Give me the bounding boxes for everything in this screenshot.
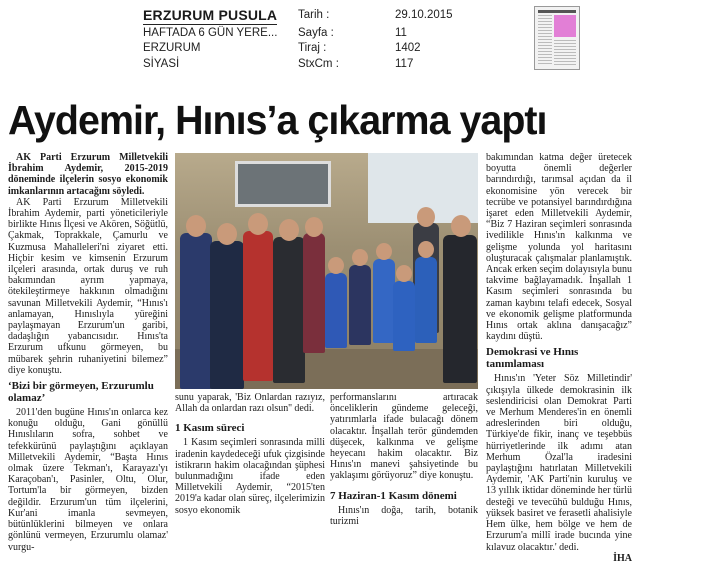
stxcm-label: StxCm : (298, 58, 339, 70)
paragraph: 1 Kasım seçimleri sonrasında milli iradenin kaydedeceği ufuk çizgisinde istikrarın hakim olacağından şüphesi bulunmadığını ifade eden Milletvekili Aydemir, “2015'ten 2019'a kadar olan süreç, ilçelerimizin sosyo ekonomik (175, 437, 325, 516)
publication-name: ERZURUM PUSULA (143, 7, 278, 23)
article-column-3 (330, 392, 478, 527)
subheading: 7 Haziran-1 Kasım dönemi (330, 489, 457, 502)
date-label: Tarih : (298, 9, 330, 21)
paragraph: bakımından katma değer üretecek boyutta önemli değerler barındırdığı, tarımsal açıdan da il ekonomisine yön verecek bir tecrübe ve potansiyel barındırdığına işaret eden Milletvekili Aydemir, “Biz 7 Haziran seçimleri sonrasında ivedilikle Hınıs'ın kalkınma ve gelişme yolunda yol haritasını oluşturacak çalışmalar planlamıştık. Ancak erken seçim dolayısıyla bunu takvime bağlayamadık. İnşallah 1 Kasım seçimleri sonrasında bu zaman kaybını telafi edecek, Sosyal ve ekonomik gelişme platformunda Hınıs ortak aklına danışacağız” kaydını düştü. (486, 152, 632, 343)
paragraph: 2011'den bugüne Hınıs'ın onlarca kez konuğu olduğu, Gani gönüllü Hınıslıların sofra, sohbet ve tefekkürünü paylaştığını açıklayan Milletvekili Aydemir, “Başta Hınıs olmak üzere Tekman'ı, Karayazı'yı Karaçoban'ı, Pasinler, Oltu, Olur, Tortum'la bir görmeyen, bizden değildir. Erzurum'un tüm ilçelerini, Kur'ani imanla sevmeyen, bütünlüklerini bilmeyen ve onlara gönlünü vermeyen, Erzurumlu olamaz' vurgu- (8, 407, 168, 553)
stxcm-value: 117 (395, 58, 414, 70)
paragraph: sunu yaparak, 'Biz Onlardan razıyız, Allah da onlardan razı olsun'' dedi. (175, 392, 325, 415)
page-thumbnail[interactable] (534, 6, 580, 70)
page-value: 11 (395, 27, 407, 39)
headline: Aydemir, Hınıs’a çıkarma yaptı (8, 97, 547, 143)
subheading: Demokrasi ve Hınıs tanımlaması (486, 346, 579, 371)
date-value: 29.10.2015 (395, 9, 453, 21)
frequency-text: HAFTADA 6 GÜN YERE... (143, 27, 278, 39)
paragraph: AK Parti Erzurum Milletvekili İbrahim Aydemir, parti yöneticileriyle birlikte Hınıs İlçesi ve Akören, Söğütlü, Çakmak, Toprakkale, Çamurlu ve Kuzmusa Mahalleleri'ni ziyaret etti. Hiçbir kesim ve kimsenin Erzurum ilçeleri arasında, ortak duruş ve ruh bakımından ayrım yapmaya, ötekileştirmeye hakkının olmadığını savunan Milletvekili Aydemir, “Hınıs'ı anlamayan, Hınıslıyla yüreğini paylaşmayan Erzurum'un garibi, dadaşlığın yabancısıdır. Hınıs'ta Erzurum ufkunu görmeyen, bu mübarek şehrin ruhaniyetini bilemez” diye konuştu. (8, 196, 168, 376)
agency-credit: İHA (613, 552, 632, 564)
article-column-1 (8, 152, 168, 553)
article-column-2 (175, 392, 325, 516)
article-column-4 (486, 152, 632, 564)
page-label: Sayfa : (298, 27, 334, 39)
paragraph: performanslarını artıracak önceliklerin gündeme geleceği, yatırımlarla ifade bulacağı dönem olacaktır. İnşallah terör gündemden düşecek, kalkınma ve gelişme heyecanı hakim olacaktır. Biz Hınıs'ın manevi şahsiyetinde bu yaklaşımı görüyoruz” diye konuştu. (330, 392, 478, 482)
category-text: SİYASİ (143, 58, 180, 70)
subheading: 1 Kasım süreci (175, 422, 245, 435)
subheading: ‘Bizi bir görmeyen, Erzurumlu olamaz’ (8, 380, 154, 405)
city-text: ERZURUM (143, 42, 201, 54)
article-photo (175, 153, 478, 389)
circulation-value: 1402 (395, 42, 421, 54)
paragraph: Hınıs'ın 'Yeter Söz Milletindir' çıkışıyla ülkede demokrasinin ilk seslendiricisi olan Demokrat Parti ve Merhum Menderes'in en önemli adreslerinden biri olduğu, Türkiye'de fikir, inanç ve teşebbüs hürriyetlerinde ilk adımı atan Merhum Özal'la iradesini paylaştığını hatırlatan Milletvekili Aydemir, 'AK Parti'nin kuruluş ve 13 yıllık iktidar döneminde her türlü desteği ve tevecühü bulduğu Hınıs, yüksek basiret ve ferasetli ahalisiyle Hem ülke, hem bölge ve hem de Erzurum'a millî irade bucında yine kılavuz olacaktır.' dedi. (486, 373, 632, 553)
circulation-label: Tiraj : (298, 42, 327, 54)
paragraph: Hınıs'ın doğa, tarih, botanik turizmi (330, 504, 478, 527)
lead-paragraph: AK Parti Erzurum Milletvekili İbrahim Aydemir, 2015-2019 döneminde ilçelerin sosyo ekonomik imkanlarının artacağını söyledi. (8, 152, 168, 197)
clipping-header (0, 0, 720, 80)
